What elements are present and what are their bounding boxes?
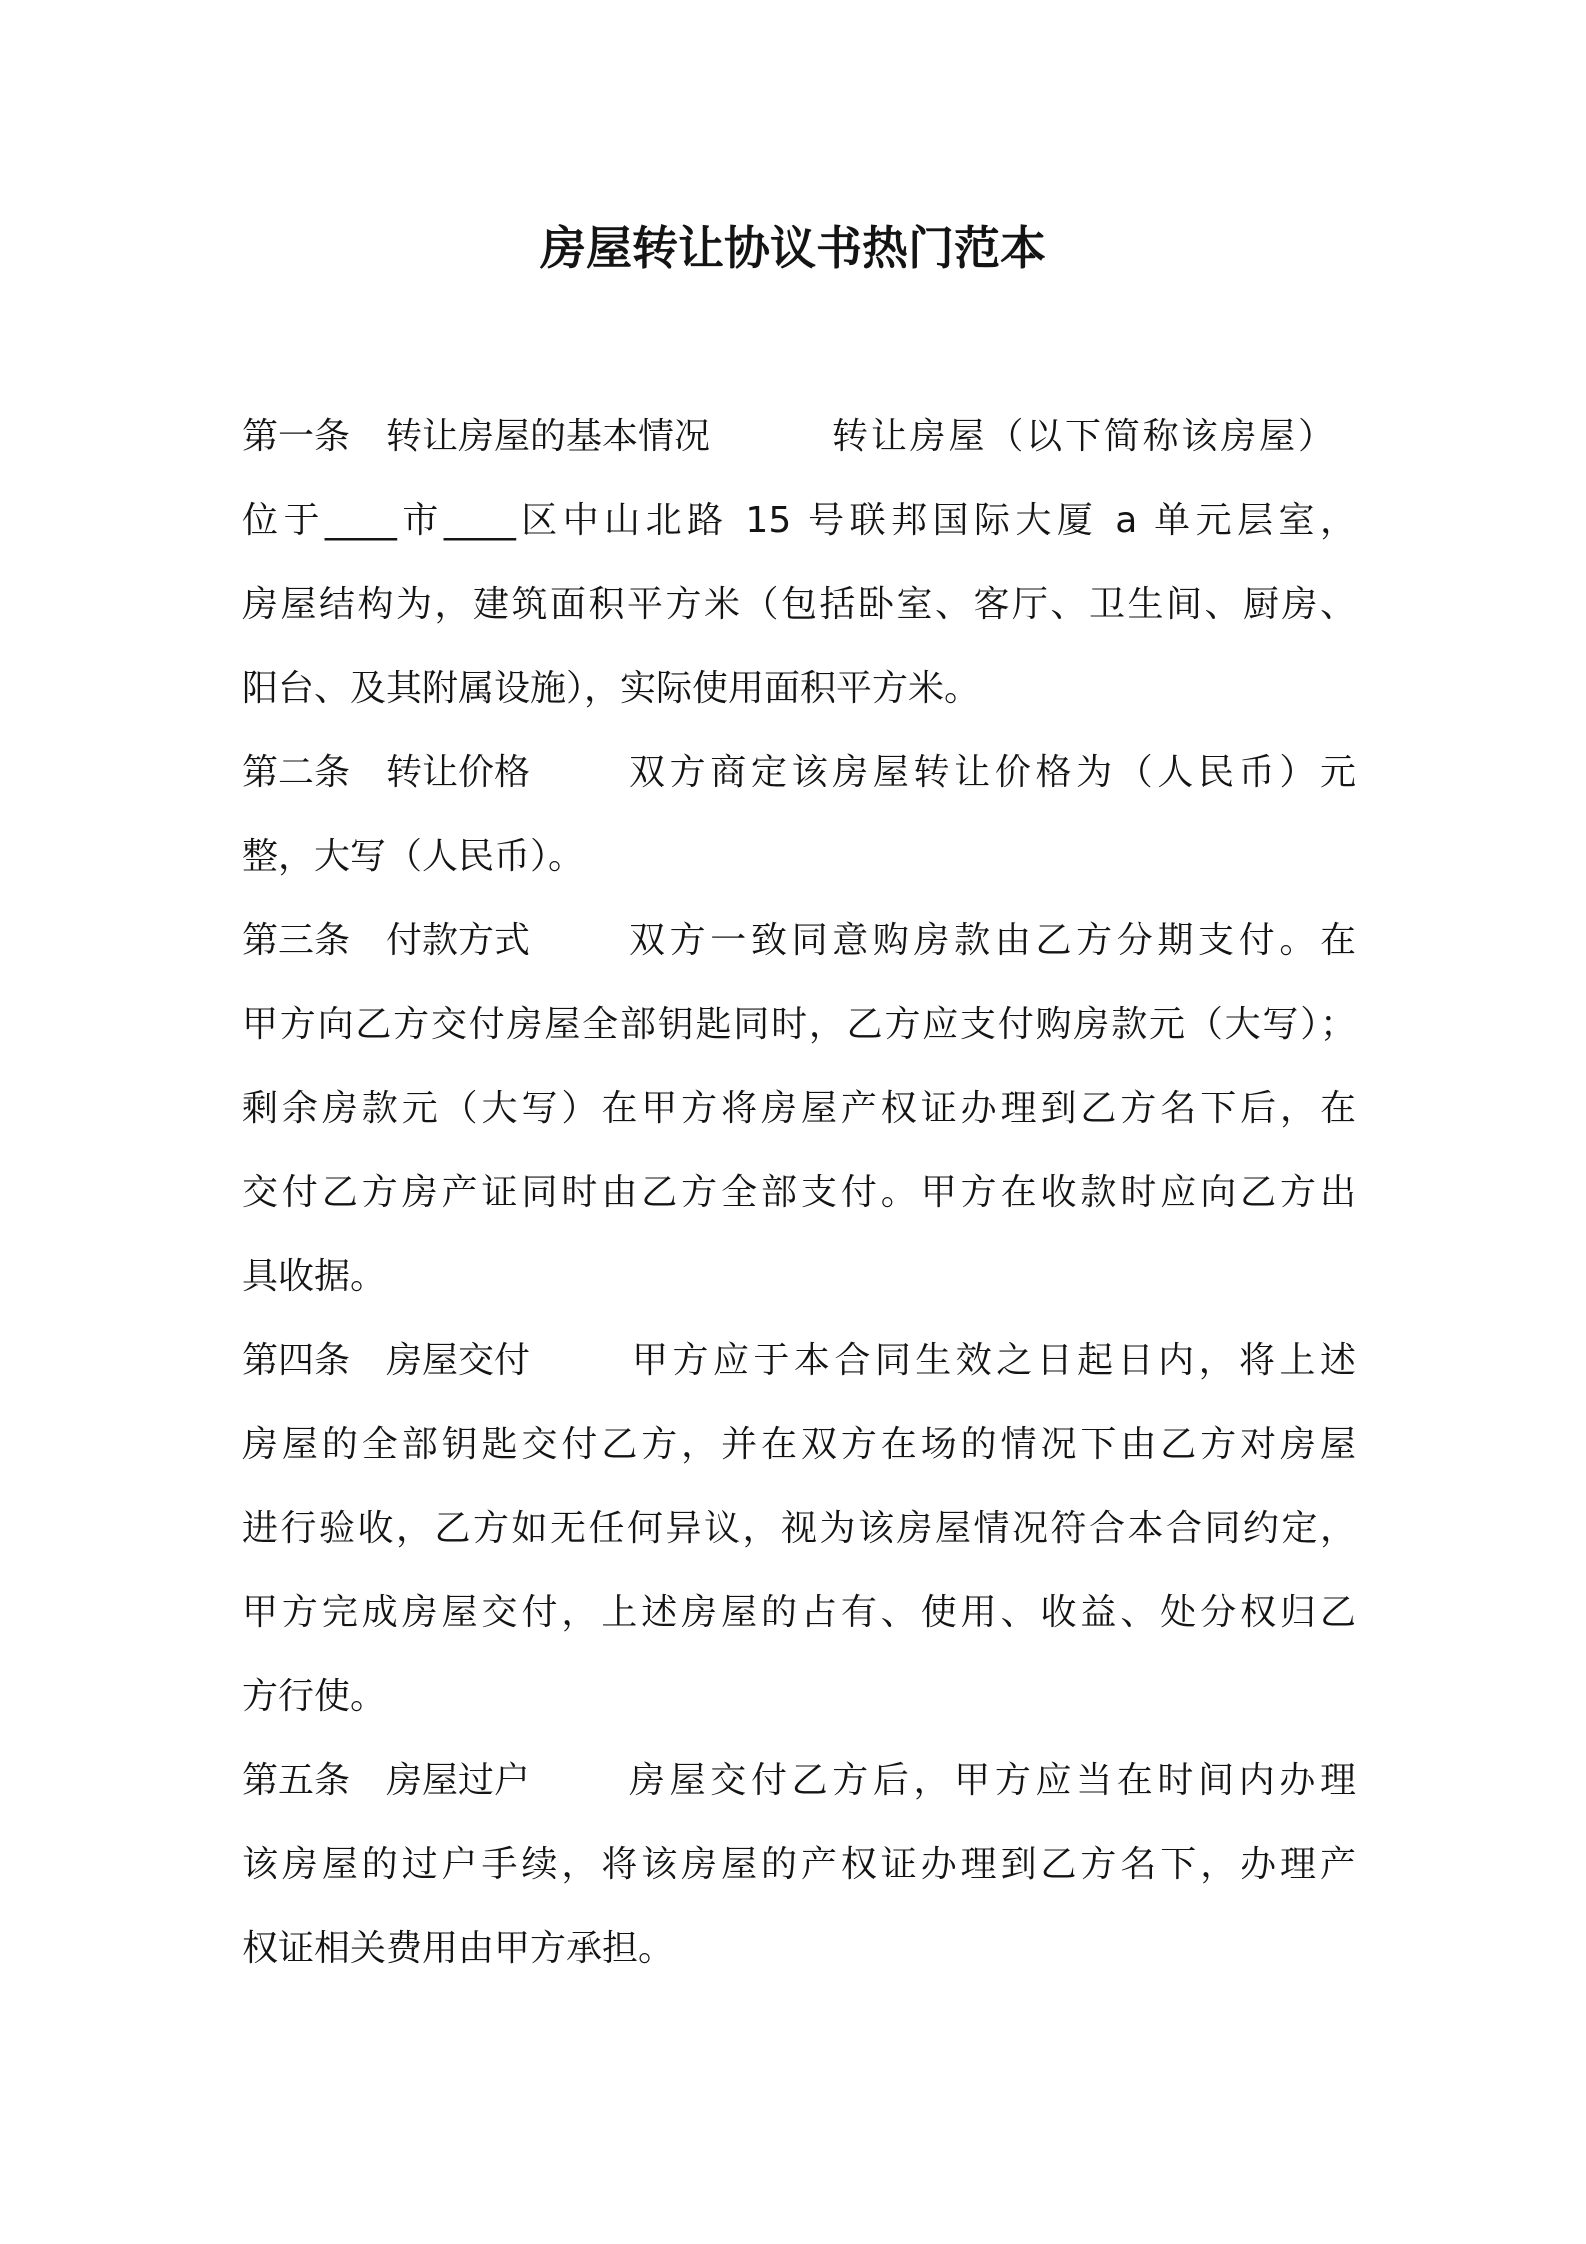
- article-1-first-line: [242, 395, 1356, 479]
- article-text: 房屋交付乙方后，甲方应当在时间内办理: [629, 1760, 1356, 1801]
- article-text-line: 该房屋的过户手续，将该房屋的产权证办理到乙方名下，办理产: [242, 1844, 1356, 1885]
- article-number: 第一条: [242, 416, 351, 457]
- article-number: 第五条: [242, 1760, 351, 1801]
- article-text-line: 整，大写（人民币）。: [242, 836, 585, 877]
- article-text-line: 阳台、及其附属设施），实际使用面积平方米。: [242, 668, 981, 709]
- article-5-first-line: [242, 1739, 1356, 1823]
- article-text-line: 方行使。: [242, 1676, 387, 1717]
- article-text-line: 甲方完成房屋交付，上述房屋的占有、使用、收益、处分权归乙: [242, 1592, 1356, 1633]
- article-text: 转让房屋（以下简称该房屋）: [832, 416, 1334, 457]
- article-text-line: 房屋的全部钥匙交付乙方，并在双方在场的情况下由乙方对房屋: [242, 1424, 1356, 1465]
- article-heading: 转让价格: [386, 752, 531, 793]
- article-text: 甲方应于本合同生效之日起日内，将上述: [632, 1340, 1356, 1381]
- article-number: 第四条: [242, 1340, 351, 1381]
- article-text-line: 位于____市____区中山北路 15 号联邦国际大厦 a 单元层室，: [242, 500, 1356, 541]
- article-text-line: 房屋结构为，建筑面积平方米（包括卧室、客厅、卫生间、厨房、: [242, 584, 1356, 625]
- article-text: 双方一致同意购房款由乙方分期支付。在: [629, 920, 1356, 961]
- article-text-line: 交付乙方房产证同时由乙方全部支付。甲方在收款时应向乙方出: [242, 1172, 1356, 1213]
- article-heading: 房屋过户: [386, 1760, 531, 1801]
- article-heading: 转让房屋的基本情况: [386, 416, 711, 457]
- article-heading: 房屋交付: [386, 1340, 531, 1381]
- article-number: 第三条: [242, 920, 351, 961]
- document-title: 房屋转让协议书热门范本: [540, 221, 1046, 275]
- article-3-first-line: [242, 899, 1356, 983]
- article-text-line: 甲方向乙方交付房屋全部钥匙同时，乙方应支付购房款元（大写）；: [242, 1004, 1356, 1045]
- article-heading: 付款方式: [386, 920, 531, 961]
- article-4-first-line: [242, 1319, 1356, 1403]
- article-text: 双方商定该房屋转让价格为（人民币）元: [629, 752, 1356, 793]
- document-body: [242, 395, 1356, 1991]
- article-number: 第二条: [242, 752, 351, 793]
- article-text-line: 权证相关费用由甲方承担。: [242, 1928, 675, 1969]
- article-text-line: 进行验收，乙方如无任何异议，视为该房屋情况符合本合同约定，: [242, 1508, 1356, 1549]
- article-2-first-line: [242, 731, 1356, 815]
- article-text-line: 剩余房款元（大写）在甲方将房屋产权证办理到乙方名下后，在: [242, 1088, 1356, 1129]
- article-text-line: 具收据。: [242, 1256, 387, 1297]
